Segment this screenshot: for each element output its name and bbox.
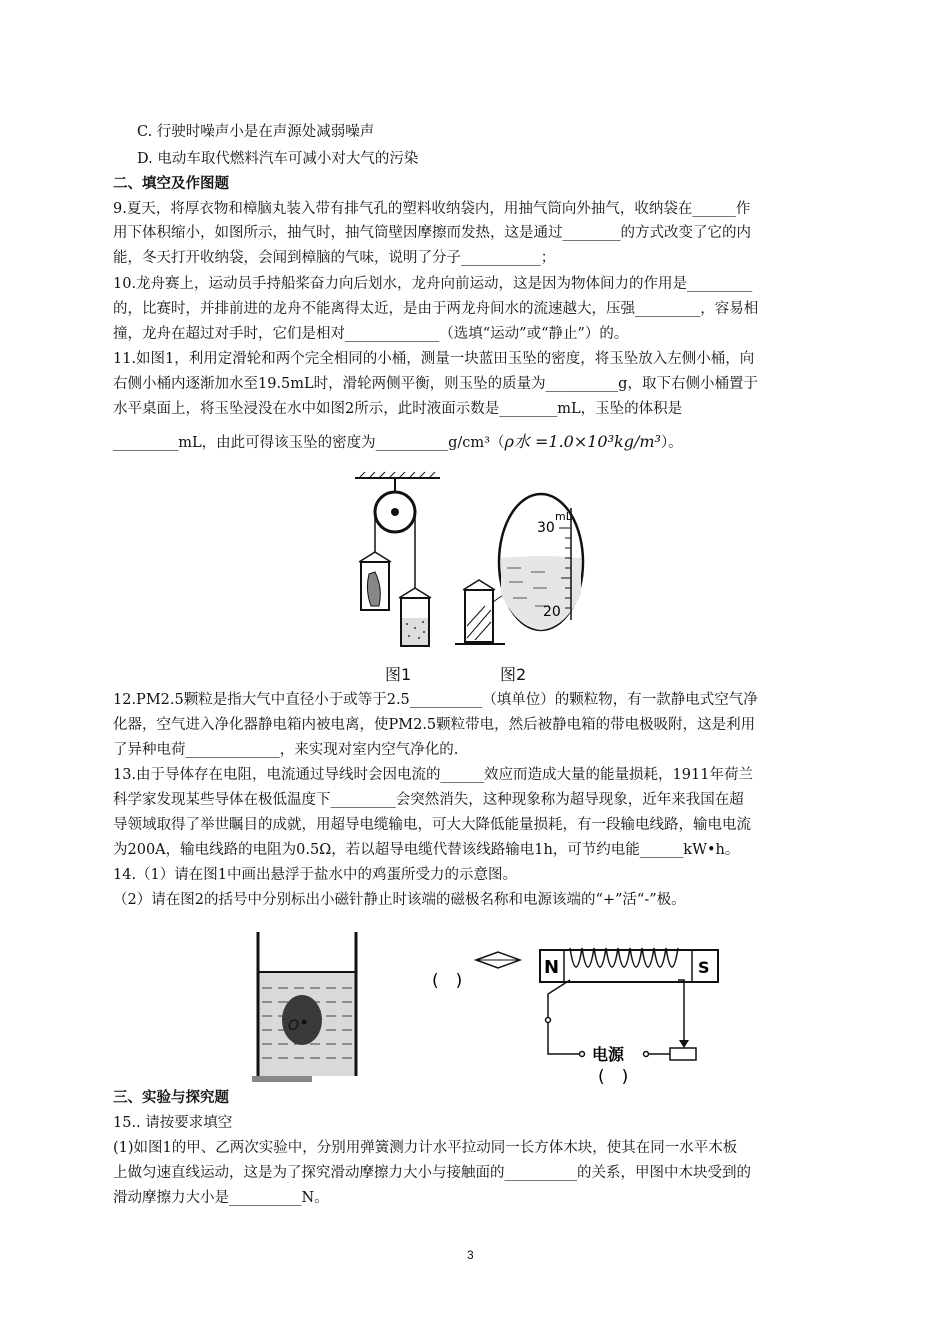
pole-n-label: N xyxy=(544,957,560,978)
egg-beaker-figure xyxy=(252,930,364,1082)
q13-line-3: 导领域取得了举世瞩目的成就，用超导电缆输电，可大大降低能量损耗，有一段输电线路，输电电流 xyxy=(113,817,751,833)
fig2-bucket-handle xyxy=(463,580,495,590)
rheostat xyxy=(670,1048,696,1060)
q10-line-3: 撞，龙舟在超过对手时，它们是相对_____________（选填“运动”或“静止”）的。 xyxy=(113,326,629,342)
q9-line-3: 能，冬天打开收纳袋，会闻到樟脑的气味，说明了分子___________； xyxy=(113,250,556,266)
tick-20: 20 xyxy=(543,604,561,620)
egg-center-label: O xyxy=(288,1018,300,1034)
power-terminal-right xyxy=(644,1052,649,1057)
fig-caption-1: 图1 xyxy=(385,665,412,684)
q13-line-1: 13.由于导体存在电阻，电流通过导线时会因电流的______效应而造成大量的能量损耗，1911年荷兰 xyxy=(113,767,753,783)
q11-line-4-text: _________mL，由此可得该玉坠的密度为__________g/cm³（ xyxy=(113,435,505,451)
jade-pendant xyxy=(367,572,380,606)
q12-line-2: 化器，空气进入净化器静电箱内被电离，使PM2.5颗粒带电，然后被静电箱的带电极吸附，这是利用 xyxy=(113,717,756,733)
q13-line-2: 科学家发现某些导体在极低温度下_________会突然消失，这种现象称为超导现象，近年来我国在超 xyxy=(113,792,744,808)
q14-line-2: （2）请在图2的括号中分别标出小磁针静止时该端的磁极名称和电源该端的“+”活“-”极。 xyxy=(113,892,686,908)
pulley-axle xyxy=(391,508,399,516)
q12-line-1: 12.PM2.5颗粒是指大气中直径小于或等于2.5__________（填单位）的颗粒物，有一款静电式空气净 xyxy=(113,692,758,708)
wire-left xyxy=(548,980,580,1054)
q9-line-1: 9.夏天，将厚衣物和樟脑丸装入带有排气孔的塑料收纳袋内，用抽气筒向外抽气，收纳袋在______作 xyxy=(113,201,751,217)
section-2-heading: 二、填空及作图题 xyxy=(113,176,229,192)
power-label: 电源 xyxy=(592,1045,625,1064)
fig2-bucket-hatch xyxy=(467,606,491,640)
right-bucket-handle xyxy=(399,588,431,598)
wire-right xyxy=(678,980,684,1044)
solenoid-figure xyxy=(430,940,730,1090)
q10-line-2: 的，比赛时，并排前进的龙舟不能离得太近，是由于两龙舟间水的流速越大，压强_________，容易相 xyxy=(113,301,759,317)
section-3-heading: 三、实验与探究题 xyxy=(113,1090,229,1106)
left-bucket-handle xyxy=(359,552,391,562)
q15-line-3: 滑动摩擦力大小是__________N。 xyxy=(113,1190,329,1206)
density-formula: ρ水 =1.0×10³kg/m³ xyxy=(504,432,661,451)
q11-line-3: 水平桌面上，将玉坠浸没在水中如图2所示，此时液面示数是________mL，玉坠的体积是 xyxy=(113,401,683,417)
q13-line-4: 为200A，输电线路的电阻为0.5Ω，若以超导电缆代替该线路输电1h，可节约电能______kW•h。 xyxy=(113,842,740,858)
fig-caption-2: 图2 xyxy=(500,665,527,684)
q15-line-0: 15.. 请按要求填空 xyxy=(113,1115,233,1131)
power-pole-bracket: ( ) xyxy=(598,1067,629,1087)
cylinder-unit: mL xyxy=(555,510,572,523)
fig2-bucket xyxy=(465,590,493,642)
q11-line-4-end: ）。 xyxy=(660,435,683,451)
magnified-water xyxy=(501,556,581,630)
q11-figure xyxy=(345,470,595,660)
q10-line-1: 10.龙舟赛上，运动员手持船桨奋力向后划水，龙舟向前运动，这是因为物体间力的作用是_________ xyxy=(113,276,753,292)
q11-line-2: 右侧小桶内逐渐加水至19.5mL时，滑轮两侧平衡，则玉坠的质量为__________g，取下右侧小桶置于 xyxy=(113,376,758,392)
slider-arrow-icon xyxy=(679,1040,689,1048)
q9-line-2: 用下体积缩小，如图所示，抽气时，抽气筒壁因摩擦而发热，这是通过________的方式改变了它的内 xyxy=(113,225,751,241)
q14-line-1: 14.（1）请在图1中画出悬浮于盐水中的鸡蛋所受力的示意图。 xyxy=(113,867,518,883)
wire-terminal-left xyxy=(546,1018,551,1023)
q15-line-2: 上做匀速直线运动，这是为了探究滑动摩擦力大小与接触面的__________的关系，甲图中木块受到的 xyxy=(113,1165,751,1181)
pole-s-label: S xyxy=(698,958,710,977)
q8-option-c: C. 行驶时噪声小是在声源处减弱噪声 xyxy=(137,124,375,140)
q12-line-3: 了异种电荷_____________，来实现对室内空气净化的. xyxy=(113,742,459,758)
power-terminal-left xyxy=(580,1052,585,1057)
page-number: 3 xyxy=(467,1248,474,1262)
needle-pole-bracket: ( ) xyxy=(432,971,463,991)
q11-line-1: 11.如图1，利用定滑轮和两个完全相同的小桶，测量一块蓝田玉坠的密度，将玉坠放入左侧小桶，向 xyxy=(113,351,755,367)
cropped-caption xyxy=(252,1076,312,1082)
q8-option-d: D. 电动车取代燃料汽车可减小对大气的污染 xyxy=(137,151,419,167)
egg-center-point xyxy=(302,1020,307,1025)
q11-line-4 xyxy=(113,432,683,453)
tick-30: 30 xyxy=(537,520,555,536)
q15-line-1: (1)如图1的甲、乙两次实验中，分别用弹簧测力计水平拉动同一长方体木块，使其在同一水平木板 xyxy=(113,1140,738,1156)
